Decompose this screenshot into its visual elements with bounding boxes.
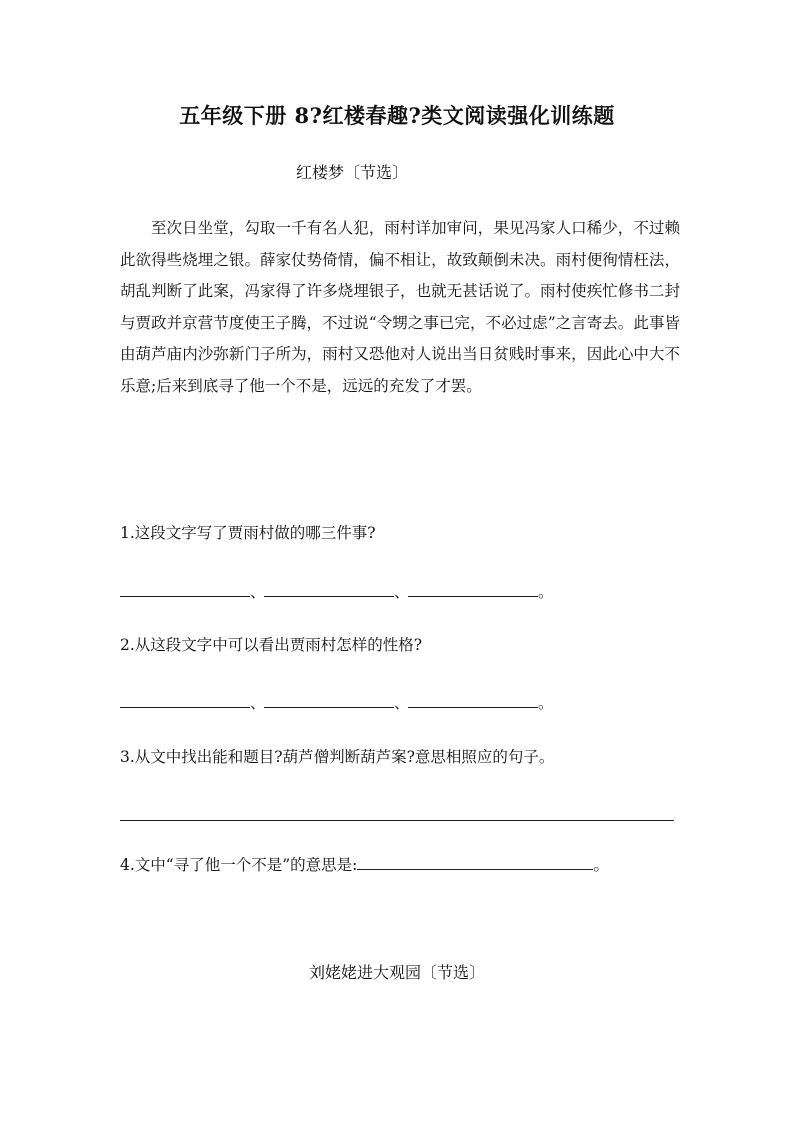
answer-line-3[interactable] xyxy=(120,820,674,821)
answer-blank[interactable] xyxy=(408,584,538,597)
reading-passage: 至次日坐堂，勾取一千有名人犯，雨村详加审问，果见冯家人口稀少，不过赖此欲得些烧埋之银。薛家仗势倚情，偏不相让，故致颠倒未决。雨村便徇情枉法，胡乱判断了此案，冯家得了许多烧埋银子，也就无甚话说了。雨村使疾忙修书二封与贾政并京营节度使王子腾，不过说“令甥之事已完，不必过虑”之言寄去。此事皆由葫芦庙内沙弥新门子所为，雨村又恐他对人说出当日贫贱时事来，因此心中大不乐意;后来到底寻了他一个不是，远远的充发了才罢。 xyxy=(120,219,680,395)
answer-blank[interactable] xyxy=(264,584,394,597)
passage-subtitle: 红楼梦〔节选〕 xyxy=(296,163,409,182)
separator: 。 xyxy=(538,583,554,601)
section-2-title: 刘姥姥进大观园〔节选〕 xyxy=(308,963,485,982)
separator: 、 xyxy=(394,583,410,601)
answer-blank[interactable] xyxy=(408,695,538,708)
question-4 xyxy=(120,853,609,875)
document-title: 五年级下册 8?红楼春趣?类文阅读强化训练题 xyxy=(179,103,615,128)
answer-blanks-2 xyxy=(120,691,554,713)
separator: 。 xyxy=(538,694,554,712)
question-4-text: 4.文中“寻了他一个不是”的意思是: xyxy=(120,856,358,874)
separator: 、 xyxy=(250,583,266,601)
question-1: 1.这段文字写了贾雨村做的哪三件事? xyxy=(120,524,376,542)
question-3: 3.从文中找出能和题目?葫芦僧判断葫芦案?意思相照应的句子。 xyxy=(120,748,555,766)
separator: 、 xyxy=(394,694,410,712)
answer-blank[interactable] xyxy=(264,695,394,708)
answer-blanks-1 xyxy=(120,580,554,602)
answer-blank[interactable] xyxy=(120,584,250,597)
answer-blank[interactable] xyxy=(357,857,593,870)
question-2: 2.从这段文字中可以看出贾雨村怎样的性格? xyxy=(120,636,423,654)
separator: 、 xyxy=(250,694,266,712)
question-4-end: 。 xyxy=(593,856,609,874)
answer-blank[interactable] xyxy=(120,695,250,708)
